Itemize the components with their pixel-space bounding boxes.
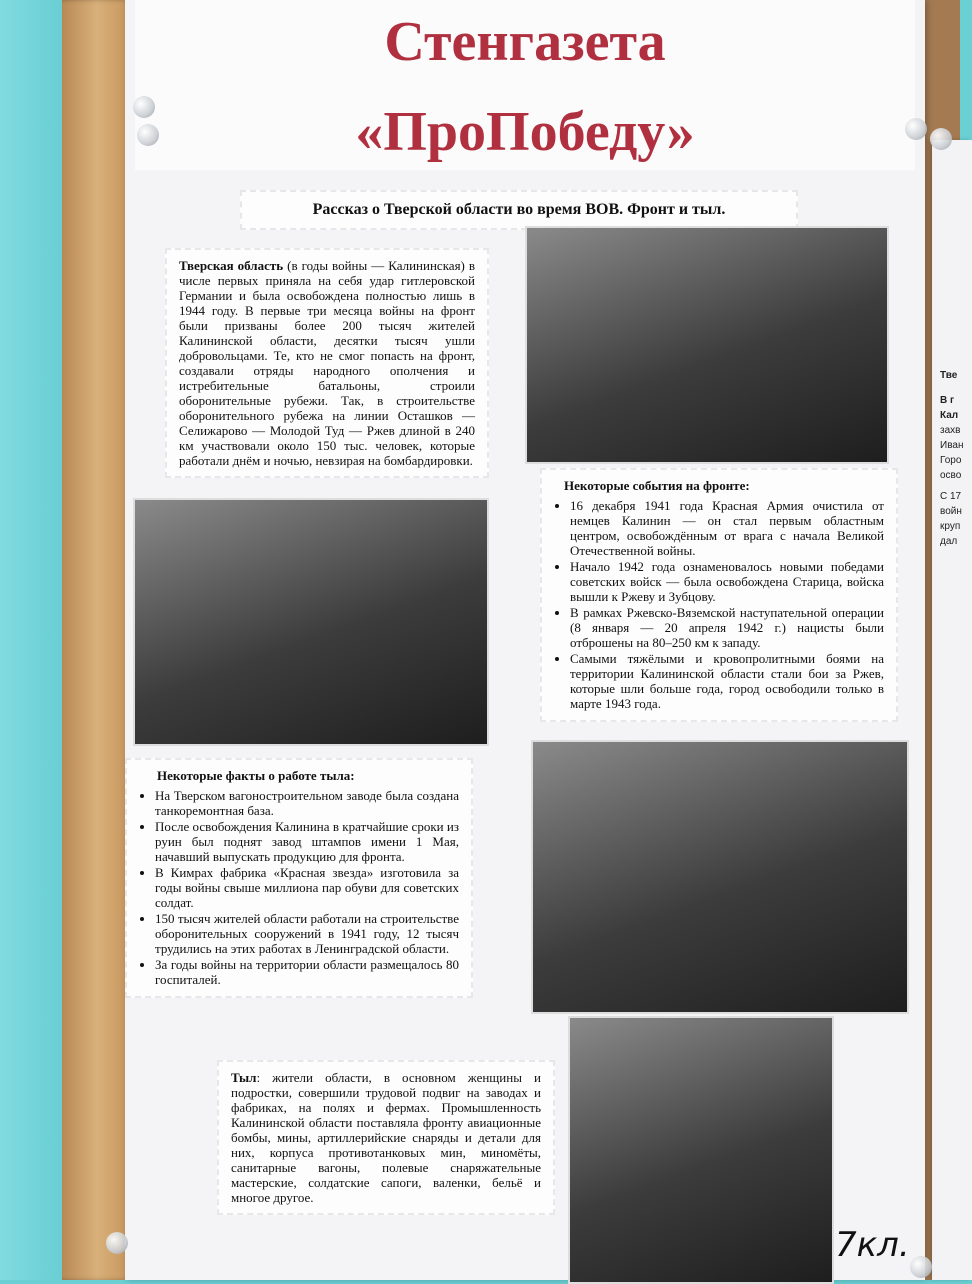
intro-body: (в годы войны — Калининская) в числе первых приняла на себя удар гитлеровской Германии и была освобождена полностью лишь в 1944 году. В первые три месяца войны на фронт были призваны более 200 тысяч жителей Калининской области, десятки тысяч ушли добровольцами. Те, кто не смог попасть на фронт, создавали отряды народного ополчения и истребительные батальоны, строили оборонительные рубежи. Так, в строительстве оборонительного рубежа на линии Осташков — Селижарово — Молодой Туд — Ржев длиной в 240 км участвовали около 150 тыс. человек, которые работали днём и ночью, невзирая на бомбардировки.: [179, 258, 476, 468]
rear-summary: [217, 1060, 555, 1215]
list-item: • После освобождения Калинина в кратчайшие сроки из руин был поднят завод штампов имени 1 Мая, начавший выпускать продукцию для фронта.: [155, 819, 459, 864]
side-fragment: В г: [940, 395, 955, 406]
pushpin-icon: [905, 118, 927, 140]
list-item: • Начало 1942 года ознаменовалось новыми победами советских войск — была освобождена Старица, войска вышли к Ржеву и Зубцову.: [570, 559, 884, 604]
rear-summary-bold: Тыл: [231, 1070, 257, 1085]
photo-tanks-on-street: [525, 226, 889, 464]
class-signature: 7кл.: [835, 1225, 910, 1265]
side-fragment: захв: [940, 425, 961, 436]
photo-artillery-in-snow: [531, 740, 909, 1014]
front-events: [540, 468, 898, 722]
newspaper-name: «ПроПобеду»: [355, 101, 695, 163]
pushpin-icon: [930, 128, 952, 150]
pushpin-icon: [910, 1256, 932, 1278]
list-item: • В рамках Ржевско-Вяземской наступательной операции (8 января — 20 апреля 1942 г.) нацисты были отброшены на 80–250 км к западу.: [570, 605, 884, 650]
subtitle: Рассказ о Тверской области во время ВОВ. Фронт и тыл.: [240, 190, 798, 230]
list-item: • Самыми тяжёлыми и кровопролитными боями на территории Калининской области стали бои за Ржев, которые шли больше года, город освободили только в марте 1943 года.: [570, 651, 884, 711]
photo-soldiers-in-forest: [133, 498, 489, 746]
side-fragment: осво: [940, 470, 962, 481]
rear-facts: [125, 758, 473, 998]
side-fragment: Горо: [940, 455, 962, 466]
list-item: • За годы войны на территории области размещалось 80 госпиталей.: [155, 957, 459, 987]
front-heading: Некоторые события на фронте:: [564, 478, 750, 493]
newspaper-title: Стенгазета: [384, 11, 666, 73]
pushpin-icon: [137, 124, 159, 146]
side-fragment: С 17: [940, 491, 962, 502]
rear-heading: Некоторые факты о работе тыла:: [157, 768, 355, 783]
list-item: • В Кимрах фабрика «Красная звезда» изготовила за годы войны свыше миллиона пар обуви для советских солдат.: [155, 865, 459, 910]
list-item: • 150 тысяч жителей области работали на строительстве оборонительных сооружений в 1941 году, 12 тысяч трудились на этих работах в Ленинградской области.: [155, 911, 459, 956]
front-list: [554, 498, 884, 711]
side-fragment: круп: [940, 521, 961, 532]
photo-commander-with-soldiers: [568, 1016, 834, 1284]
pushpin-icon: [106, 1232, 128, 1254]
side-fragment: Иван: [940, 440, 964, 451]
list-item: • На Тверском вагоностроительном заводе была создана танкоремонтная база.: [155, 788, 459, 818]
side-fragment: войн: [940, 506, 962, 517]
intro-bold: Тверская область: [179, 258, 284, 273]
side-fragment: Кал: [940, 410, 959, 421]
wall-newspaper: [125, 0, 925, 1280]
rear-list: [139, 788, 459, 987]
pushpin-icon: [133, 96, 155, 118]
side-fragment: Тве: [940, 370, 958, 381]
intro-text: [165, 248, 489, 478]
list-item: • 16 декабря 1941 года Красная Армия очистила от немцев Калинин — он стал первым областным центром, освобождённым от врага с начала Великой Отечественной войны.: [570, 498, 884, 558]
adjacent-poster: [932, 140, 972, 1280]
rear-summary-body: : жители области, в основном женщины и подростки, совершили трудовой подвиг на заводах и фабриках, на полях и фермах. Промышленность Калининской области поставляла фронту авиационные бомбы, мины, артиллерийские снаряды и детали для них, корпуса противотанковых мин, миномёты, санитарные вагоны, полевые снаряжательные мастерские, солдатские сапоги, валенки, бельё и многое другое.: [231, 1070, 541, 1205]
side-fragment: дал: [940, 536, 958, 547]
